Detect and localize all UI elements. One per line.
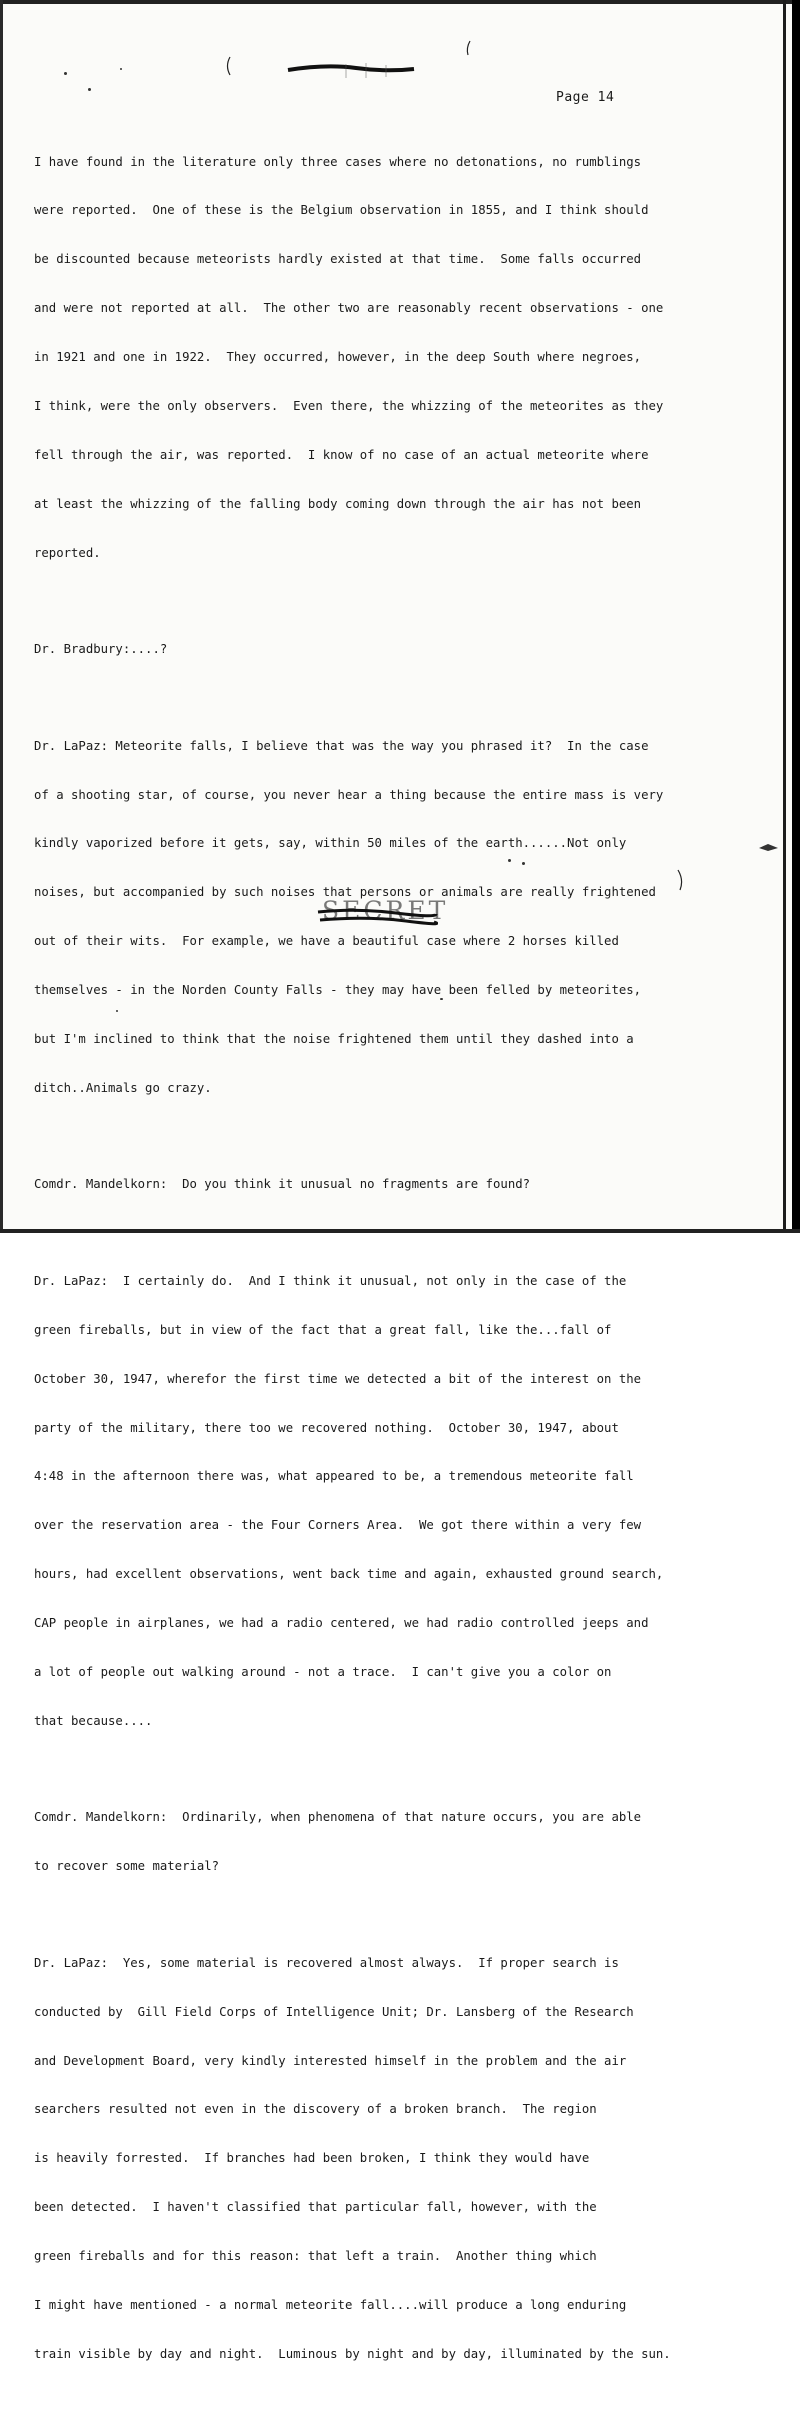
stamp-strikethrough xyxy=(316,904,438,928)
text-line: in 1921 and one in 1922. They occurred, however, in the deep South where negroes, xyxy=(34,350,642,365)
text-line: hours, had excellent observations, went back time and again, exhausted ground search, xyxy=(34,1567,664,1582)
text-line: of a shooting star, of course, you never hear a thing because the entire mass is very xyxy=(34,787,664,802)
text-line: be discounted because meteorists hardly existed at that time. Some falls occurred xyxy=(34,252,642,267)
text-line: themselves - in the Norden County Falls - they may have been felled by meteorites, xyxy=(34,983,642,998)
scan-mark xyxy=(758,840,780,854)
scan-speck xyxy=(64,72,67,75)
text-line: been detected. I haven't classified that particular fall, however, with the xyxy=(34,2200,597,2215)
paragraph-lapaz-search xyxy=(34,1922,674,2395)
scan-mark xyxy=(464,40,472,56)
text-line: green fireballs and for this reason: that left a train. Another thing which xyxy=(34,2249,597,2264)
paragraph-literature-cases xyxy=(34,121,674,594)
text-line: train visible by day and night. Luminous by night and by day, illuminated by the sun. xyxy=(34,2346,671,2361)
scan-edge-left xyxy=(0,0,3,1233)
paragraph-mandelkorn-question xyxy=(34,1144,674,1225)
text-line: I think, were the only observers. Even there, the whizzing of the meteorites as they xyxy=(34,399,664,414)
document-body xyxy=(34,121,674,2410)
page-number: Page 14 xyxy=(556,90,615,105)
scan-mark xyxy=(676,868,686,892)
text-line: were reported. One of these is the Belgium observation in 1855, and I think should xyxy=(34,203,649,218)
paragraph-lapaz-fireballs xyxy=(34,1240,674,1762)
text-line: I might have mentioned - a normal meteorite fall....will produce a long enduring xyxy=(34,2298,627,2312)
text-line: fell through the air, was reported. I know of no case of an actual meteorite where xyxy=(34,447,649,462)
scan-speck xyxy=(508,859,511,862)
text-line: ditch..Animals go crazy. xyxy=(34,1080,212,1095)
scan-edge-right-outer xyxy=(792,0,800,1233)
text-line: out of their wits. For example, we have a beautiful case where 2 horses killed xyxy=(34,934,619,949)
text-line: Dr. Bradbury:....? xyxy=(34,642,168,657)
text-line: conducted by Gill Field Corps of Intelligence Unit; Dr. Lansberg of the Research xyxy=(34,2004,634,2019)
text-line: Comdr. Mandelkorn: Do you think it unusual no fragments are found? xyxy=(34,1177,531,1192)
text-line: and were not reported at all. The other two are reasonably recent observations - one xyxy=(34,301,664,316)
scan-speck xyxy=(440,998,443,1000)
text-line: Dr. LaPaz: Meteorite falls, I believe that was the way you phrased it? In the case xyxy=(34,738,649,753)
paragraph-bradbury xyxy=(34,609,674,690)
secret-stamp: SECRET xyxy=(322,896,449,925)
paragraph-mandelkorn-ordinarily xyxy=(34,1777,674,1907)
text-line: Comdr. Mandelkorn: Ordinarily, when phenomena of that nature occurs, you are able xyxy=(34,1810,642,1825)
scan-mark xyxy=(224,56,232,76)
text-line: party of the military, there too we recovered nothing. October 30, 1947, about xyxy=(34,1420,619,1435)
text-line: reported. xyxy=(34,545,101,560)
text-line: Dr. LaPaz: I certainly do. And I think it unusual, not only in the case of the xyxy=(34,1273,627,1288)
text-line: 4:48 in the afternoon there was, what appeared to be, a tremendous meteorite fall xyxy=(34,1469,634,1484)
scan-speck xyxy=(88,88,91,91)
text-line: a lot of people out walking around - not a trace. I can't give you a color on xyxy=(34,1665,612,1680)
text-line: October 30, 1947, wherefor the first time we detected a bit of the interest on the xyxy=(34,1371,642,1386)
scan-speck xyxy=(522,862,525,865)
text-line: green fireballs, but in view of the fact that a great fall, like the...fall of xyxy=(34,1322,612,1337)
text-line: is heavily forrested. If branches had been broken, I think they would have xyxy=(34,2151,590,2166)
text-line: kindly vaporized before it gets, say, within 50 miles of the earth......Not only xyxy=(34,836,627,851)
scan-edge-right xyxy=(783,0,786,1233)
text-line: I have found in the literature only three cases where no detonations, no rumblings xyxy=(34,154,642,169)
scan-edge-top xyxy=(0,0,800,4)
text-line: to recover some material? xyxy=(34,1859,220,1874)
scan-speck xyxy=(120,68,122,70)
text-line: Dr. LaPaz: Yes, some material is recovered almost always. If proper search is xyxy=(34,1955,619,1970)
struck-header-stamp xyxy=(286,60,416,80)
text-line: and Development Board, very kindly interested himself in the problem and the air xyxy=(34,2053,627,2068)
text-line: searchers resulted not even in the discovery of a broken branch. The region xyxy=(34,2102,597,2117)
text-line: at least the whizzing of the falling body coming down through the air has not been xyxy=(34,496,642,511)
text-line: noises, but accompanied by such noises that persons or animals are really frightened xyxy=(34,885,656,900)
text-line: CAP people in airplanes, we had a radio centered, we had radio controlled jeeps and xyxy=(34,1616,649,1631)
text-line: over the reservation area - the Four Corners Area. We got there within a very few xyxy=(34,1518,642,1533)
text-line: but I'm inclined to think that the noise frightened them until they dashed into a xyxy=(34,1032,634,1047)
scan-speck xyxy=(116,1010,118,1012)
text-line: that because.... xyxy=(34,1713,153,1728)
